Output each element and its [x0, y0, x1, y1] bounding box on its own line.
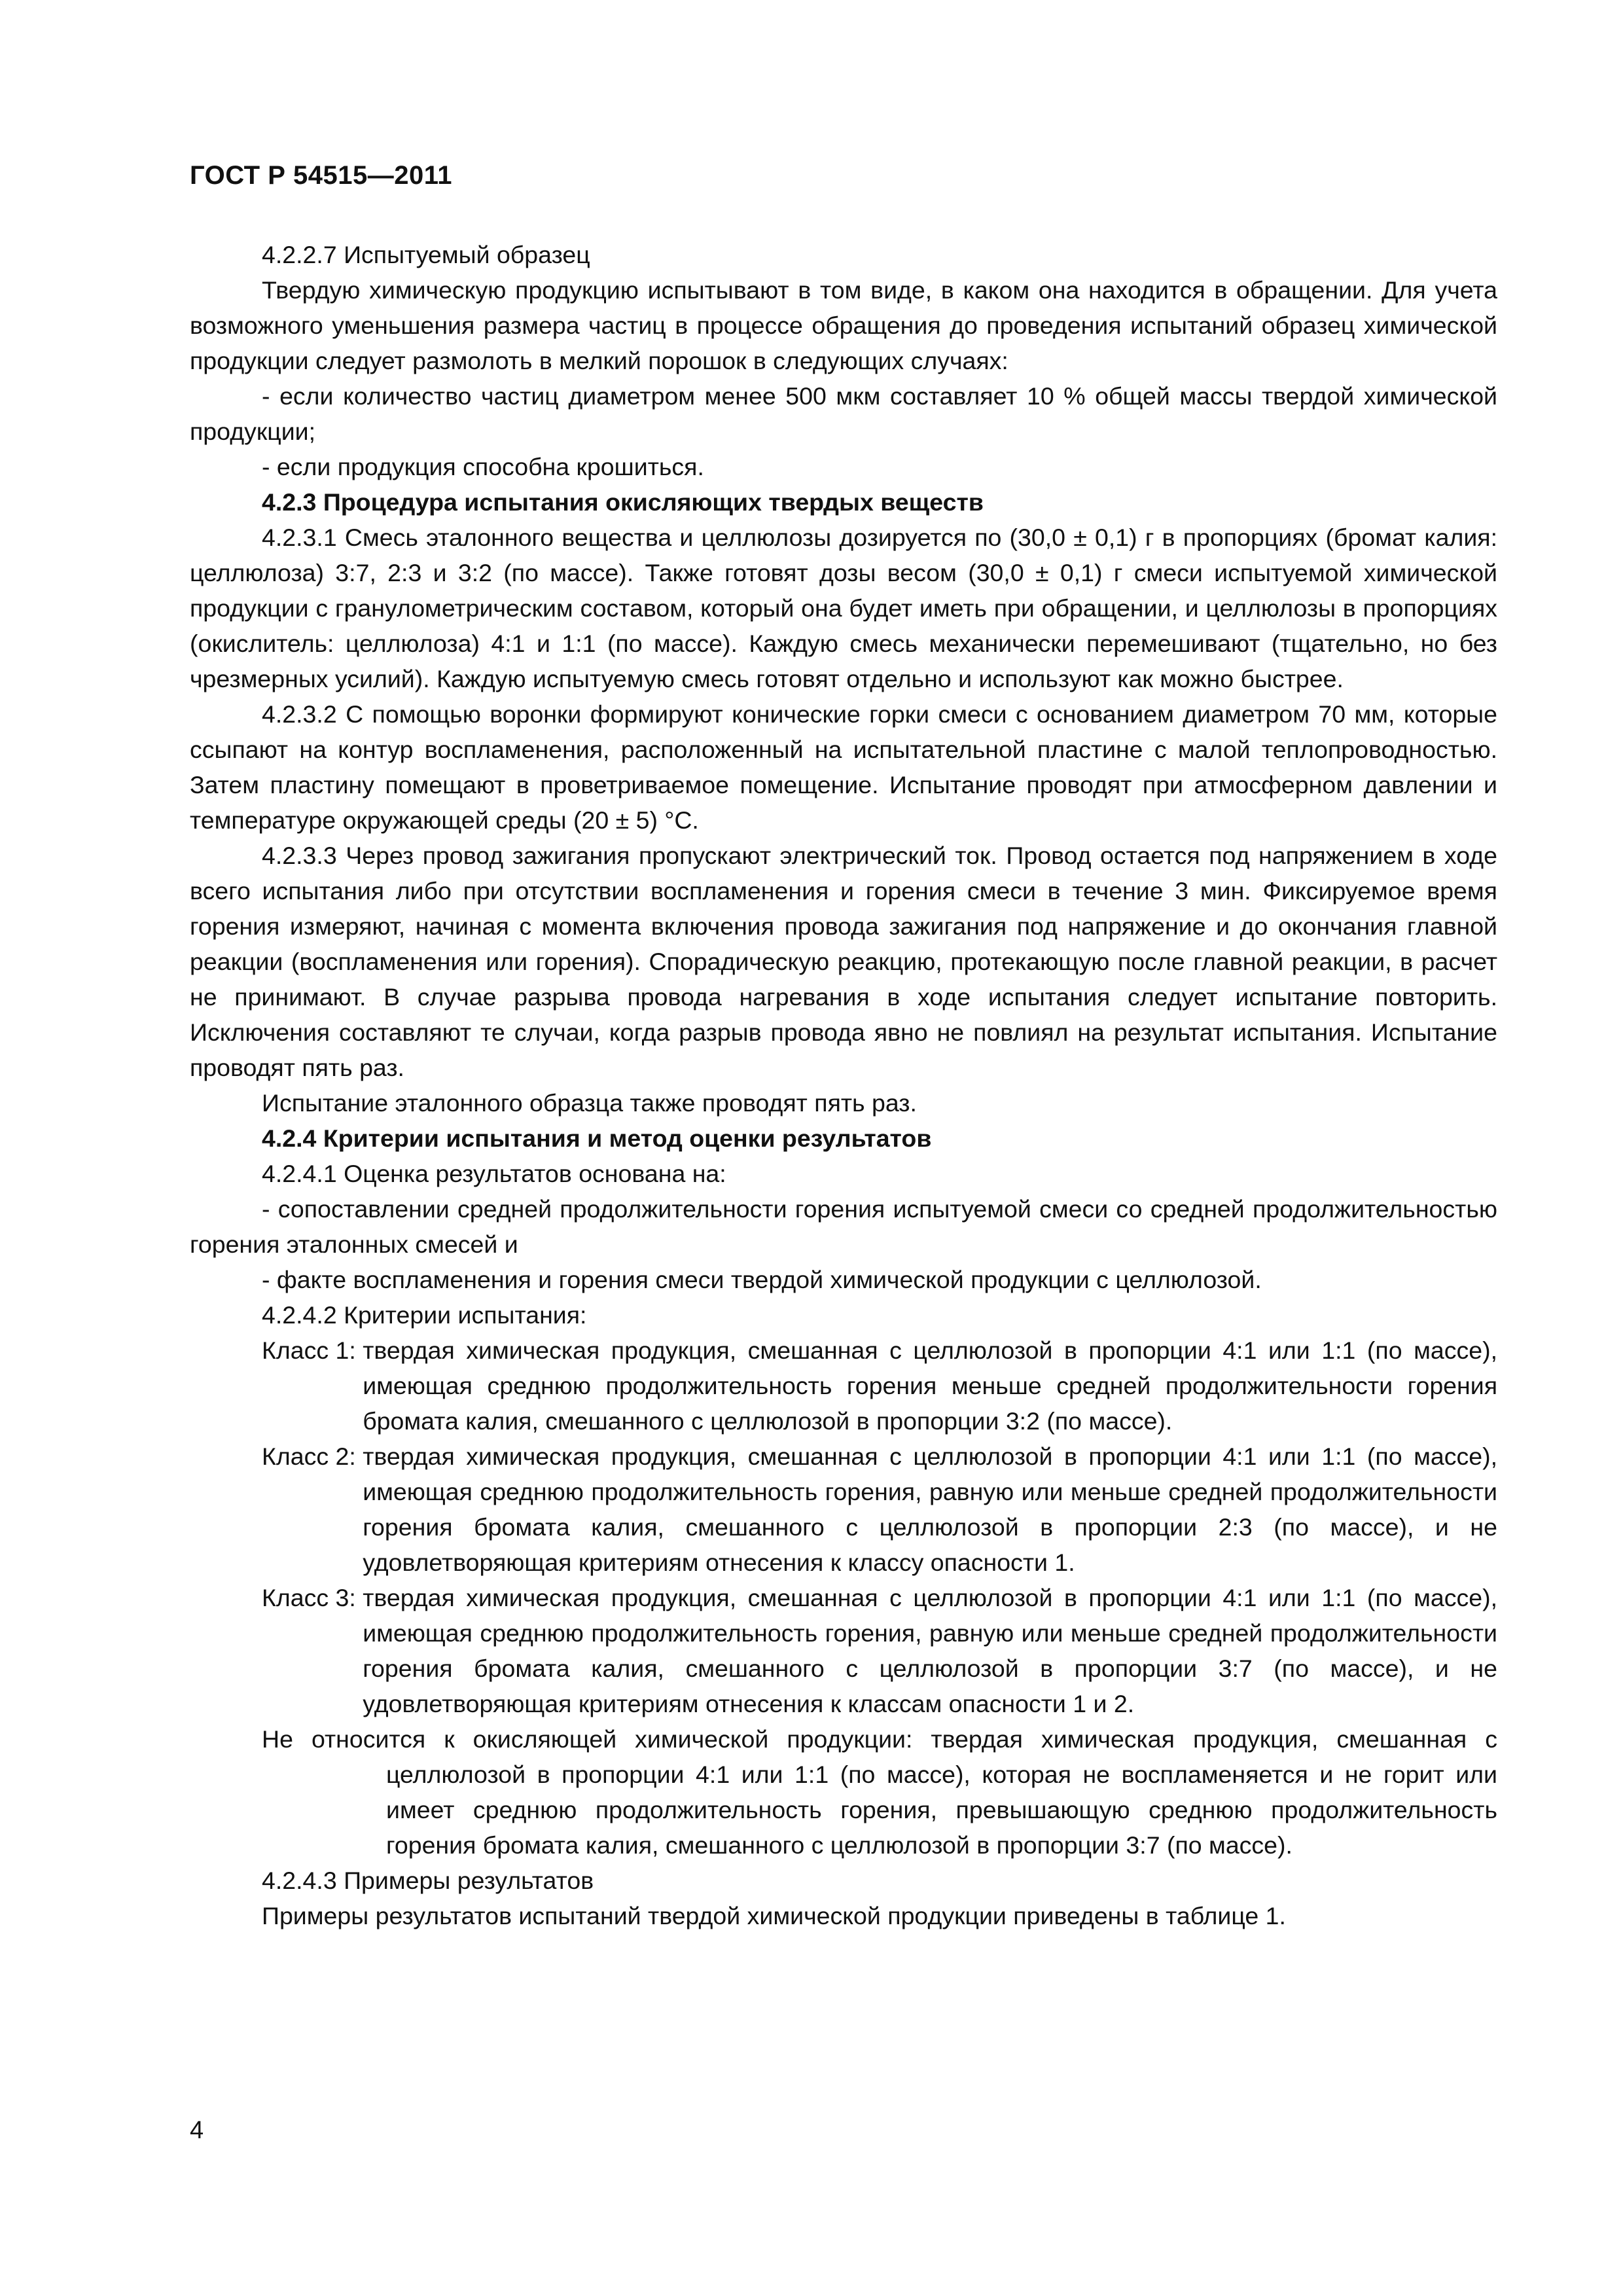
class-3-criterion	[190, 1580, 1497, 1721]
paragraph: Твердую химическую продукцию испытывают в том виде, в каком она находится в обращении. Для учета возможного уменьшения размера частиц в процессе обращения до проведения испытаний образец химической продукции следует размолоть в мелкий порошок в следующих случаях:	[190, 276, 1497, 374]
class-description: твердая химическая продукция, смешанная с целлюлозой в пропорции 4:1 или 1:1 (по массе), имеющая среднюю продолжительность горения меньше средней продолжительности горения бромата калия, смешанного с целлюлозой в пропорции 3:2 (по массе).	[363, 1336, 1497, 1435]
class-label: Класс 2:	[262, 1443, 363, 1470]
paragraph: 4.2.3.2 С помощью воронки формируют конические горки смеси с основанием диаметром 70 мм, которые ссыпают на контур воспламенения, расположенный на испытательной пластине с малой теплопроводностью. Затем пластину помещают в проветриваемое помещение. Испытание проводят при атмосферном давлении и температуре окружающей среды (20 ± 5) °С.	[190, 700, 1497, 834]
class-label: Класс 1:	[262, 1336, 363, 1364]
subsection-heading: 4.2.4.1 Оценка результатов основана на:	[262, 1160, 726, 1187]
paragraph: Примеры результатов испытаний твердой химической продукции приведены в таблице 1.	[262, 1902, 1286, 1929]
document-header: ГОСТ Р 54515—2011	[190, 161, 452, 190]
class-description: твердая химическая продукция, смешанная с целлюлозой в пропорции 4:1 или 1:1 (по массе), имеющая среднюю продолжительность горения, равную или меньше средней продолжительности горения бромата калия, смешанного с целлюлозой в пропорции 3:7 (по массе), и не удовлетворяющая критериям отнесения к классам опасности 1 и 2.	[363, 1584, 1497, 1717]
list-item: - сопоставлении средней продолжительности горения испытуемой смеси со средней продолжительностью горения эталонных смесей и	[190, 1195, 1497, 1258]
document-body	[190, 237, 1497, 1933]
class-2-criterion	[190, 1439, 1497, 1580]
page-number: 4	[190, 2117, 204, 2144]
list-item: - если продукция способна крошиться.	[262, 453, 704, 480]
not-oxidizing-criterion: Не относится к окисляющей химической продукции: твердая химическая продукция, смешанная с целлюлозой в пропорции 4:1 или 1:1 (по массе), которая не воспламеняется и не горит или имеет среднюю продолжительность горения, превышающую среднюю продолжительность горения бромата калия, смешанного с целлюлозой в пропорции 3:7 (по массе).	[262, 1725, 1497, 1859]
class-label: Класс 3:	[262, 1584, 363, 1611]
paragraph: 4.2.3.3 Через провод зажигания пропускают электрический ток. Провод остается под напряжением в ходе всего испытания либо при отсутствии воспламенения и горения смеси в течение 3 мин. Фиксируемое время горения измеряют, начиная с момента включения провода зажигания под напряжение и до окончания главной реакции (воспламенения или горения). Спорадическую реакцию, протекающую после главной реакции, в расчет не принимают. В случае разрыва провода нагревания в ходе испытания следует испытание повторить. Исключения составляют те случаи, когда разрыв провода явно не повлиял на результат испытания. Испытание проводят пять раз.	[190, 842, 1497, 1081]
subsection-heading: 4.2.4.2 Критерии испытания:	[262, 1301, 587, 1329]
list-item: - факте воспламенения и горения смеси твердой химической продукции с целлюлозой.	[262, 1266, 1262, 1293]
section-4-2-3-heading: 4.2.3 Процедура испытания окисляющих твердых веществ	[262, 488, 984, 516]
paragraph: Испытание эталонного образца также проводят пять раз.	[262, 1089, 917, 1117]
section-4-2-4-heading: 4.2.4 Критерии испытания и метод оценки результатов	[262, 1124, 932, 1152]
class-1-criterion	[190, 1333, 1497, 1439]
class-description: твердая химическая продукция, смешанная с целлюлозой в пропорции 4:1 или 1:1 (по массе), имеющая среднюю продолжительность горения, равную или меньше средней продолжительности горения бромата калия, смешанного с целлюлозой в пропорции 2:3 (по массе), и не удовлетворяющая критериям отнесения к классу опасности 1.	[363, 1443, 1497, 1576]
section-4-2-2-7-heading: 4.2.2.7 Испытуемый образец	[262, 241, 590, 268]
subsection-heading: 4.2.4.3 Примеры результатов	[262, 1867, 594, 1894]
paragraph: 4.2.3.1 Смесь эталонного вещества и целлюлозы дозируется по (30,0 ± 0,1) г в пропорциях (бромат калия: целлюлоза) 3:7, 2:3 и 3:2 (по массе). Также готовят дозы весом (30,0 ± 0,1) г смеси испытуемой химической продукции с гранулометрическим составом, который она будет иметь при обращении, и целлюлозы в пропорциях (окислитель: целлюлоза) 4:1 и 1:1 (по массе). Каждую смесь механически перемешивают (тщательно, но без чрезмерных усилий). Каждую испытуемую смесь готовят отдельно и используют как можно быстрее.	[190, 524, 1497, 692]
list-item: - если количество частиц диаметром менее 500 мкм составляет 10 % общей массы твердой химической продукции;	[190, 382, 1497, 445]
